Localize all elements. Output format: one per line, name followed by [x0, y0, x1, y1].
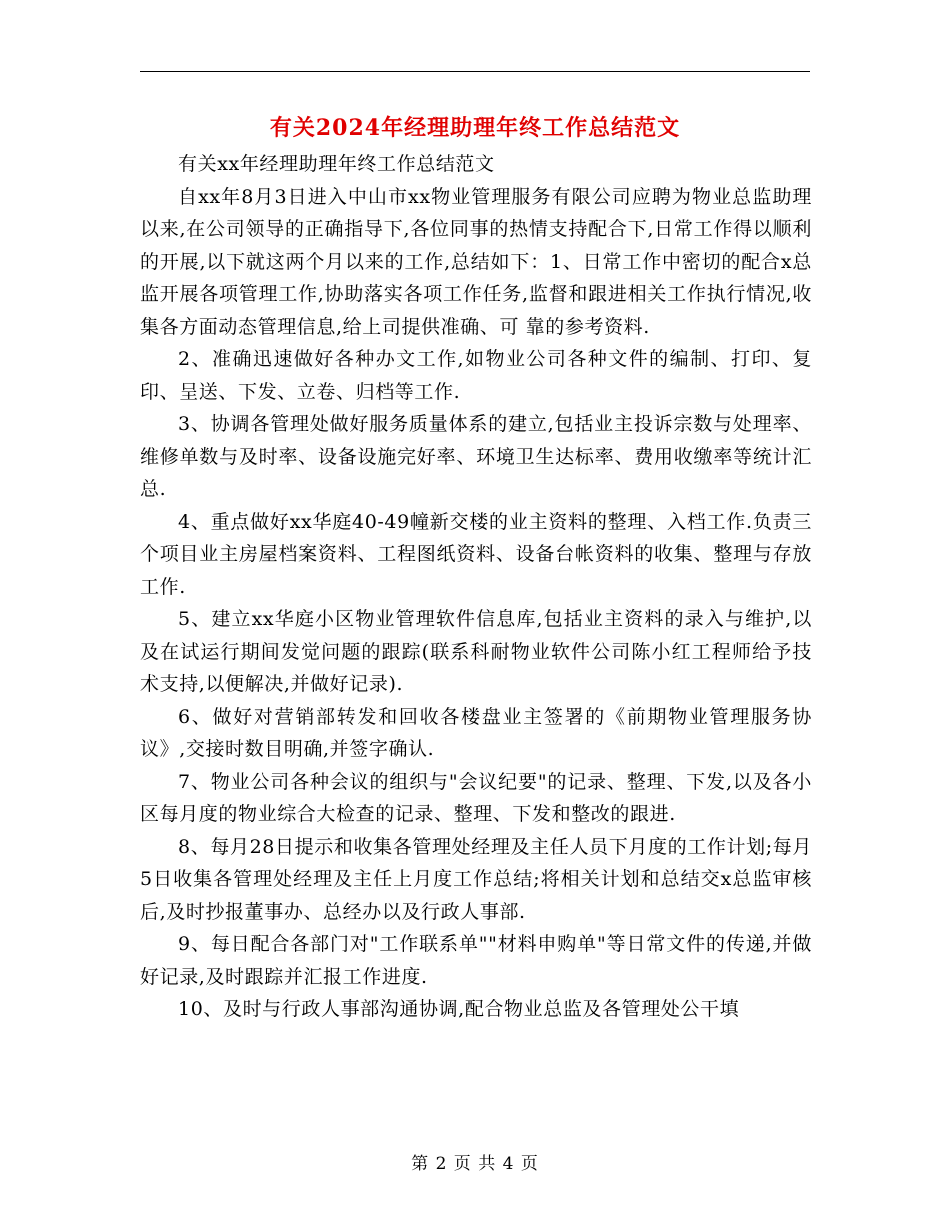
paragraph-item-6: 6、做好对营销部转发和回收各楼盘业主签署的《前期物业管理服务协议》,交接时数目明确,并签字确认.: [140, 705, 812, 760]
paragraph-item-9: 9、每日配合各部门对"工作联系单""材料申购单"等日常文件的传递,并做好记录,及时跟踪并汇报工作进度.: [140, 933, 812, 988]
paragraph-item-8: 8、每月28日提示和收集各管理处经理及主任人员下月度的工作计划;每月5日收集各管理处经理及主任上月度工作总结;将相关计划和总结交x总监审核后,及时抄报董事办、总经办以及行政人事部.: [140, 835, 812, 923]
header-rule: [140, 71, 810, 72]
document-body: [140, 148, 812, 1026]
paragraph-item-3: 3、协调各管理处做好服务质量体系的建立,包括业主投诉宗数与处理率、维修单数与及时率、设备设施完好率、环境卫生达标率、费用收缴率等统计汇总.: [140, 413, 812, 500]
paragraph-item-7: 7、物业公司各种会议的组织与"会议纪要"的记录、整理、下发,以及各小区每月度的物业综合大检查的记录、整理、下发和整改的跟进.: [140, 770, 812, 825]
paragraph-intro: 自xx年8月3日进入中山市xx物业管理服务有限公司应聘为物业总监助理以来,在公司领导的正确指导下,各位同事的热情支持配合下,日常工作得以顺利的开展,以下就这两个月以来的工作,总结如下：1、日常工作中密切的配合x总监开展各项管理工作,协助落实各项工作任务,监督和跟进相关工作执行情况,收集各方面动态管理信息,给上司提供准确、可 靠的参考资料.: [140, 185, 812, 338]
page-footer: 第 2 页 共 4 页: [411, 1154, 539, 1174]
paragraph-subtitle: 有关xx年经理助理年终工作总结范文: [178, 153, 495, 175]
paragraph-item-10: 10、及时与行政人事部沟通协调,配合物业总监及各管理处公干填: [178, 998, 740, 1020]
paragraph-item-2: 2、准确迅速做好各种办文工作,如物业公司各种文件的编制、打印、复印、呈送、下发、立卷、归档等工作.: [140, 348, 812, 403]
paragraph-item-5: 5、建立xx华庭小区物业管理软件信息库,包括业主资料的录入与维护,以及在试运行期间发觉问题的跟踪(联系科耐物业软件公司陈小红工程师给予技术支持,以便解决,并做好记录).: [140, 608, 812, 695]
document-title: 有关2024年经理助理年终工作总结范文: [269, 115, 681, 141]
paragraph-item-4: 4、重点做好xx华庭40-49幢新交楼的业主资料的整理、入档工作.负责三个项目业主房屋档案资料、工程图纸资料、设备台帐资料的收集、整理与存放工作.: [140, 510, 812, 598]
